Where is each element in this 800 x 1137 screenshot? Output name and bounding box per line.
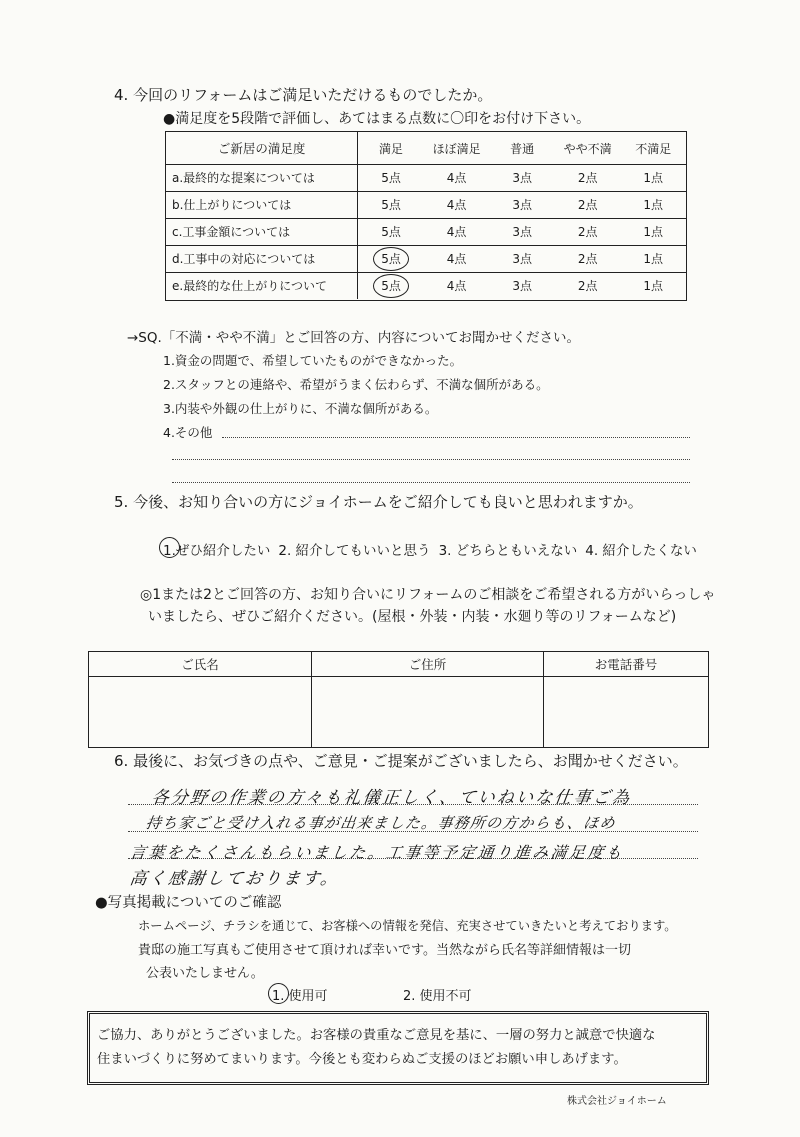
q5-note: ◎1または2とご回答の方、お知り合いにリフォームのご相談をご希望される方がいらっしゃ — [140, 587, 716, 603]
score-option[interactable]: 5点 — [381, 225, 401, 239]
score-option[interactable]: 4点 — [446, 171, 467, 185]
photo-title: ●写真掲載についてのご確認 — [95, 895, 282, 911]
score-option[interactable]: 2点 — [577, 198, 598, 212]
sq-option[interactable]: 1.資金の問題で、希望していたものができなかった。 — [163, 353, 463, 368]
photo-option-allow[interactable]: 1. 使用可 — [272, 985, 800, 1004]
column-header: ほぼ満足 — [432, 141, 481, 156]
column-header: 満足 — [379, 141, 404, 156]
sq-option[interactable]: 3.内装や外観の仕上がりに、不満な個所がある。 — [163, 401, 438, 416]
q5-options — [163, 539, 697, 559]
ref-col-name — [89, 652, 312, 747]
column-header: 普通 — [510, 141, 535, 156]
column-header: 不満足 — [635, 141, 672, 156]
table-row — [166, 164, 686, 192]
handwritten-comment[interactable]: 各分野の作業の方々も礼儀正しく、ていねいな仕事ご為 — [150, 788, 633, 808]
company-name: 株式会社ジョイホーム — [567, 1096, 667, 1107]
q5-option[interactable]: 4. 紹介したくない — [585, 543, 697, 559]
score-option[interactable]: 3点 — [512, 225, 532, 239]
closing-text: 住まいづくりに努めてまいります。今後とも変わらぬご支援のほどお願い申しあげます。 — [97, 1052, 627, 1067]
score-option[interactable]: 4点 — [446, 279, 467, 293]
row-label: a.最終的な提案については — [166, 164, 358, 191]
q5-title: 5. 今後、お知り合いの方にジョイホームをご紹介しても良いと思われますか。 — [114, 493, 643, 511]
handwritten-comment[interactable]: 持ち家ごと受け入れる事が出来ました。事務所の方からも、ほめ — [144, 814, 618, 832]
q5-note: いましたら、ぜひご紹介ください。(屋根・外装・内装・水廻り等のリフォームなど) — [148, 609, 677, 625]
q4-instruction: ●満足度を5段階で評価し、あてはまる点数に〇印をお付け下さい。 — [163, 111, 591, 127]
q4-title: 4. 今回のリフォームはご満足いただけるものでしたか。 — [114, 86, 493, 104]
score-option[interactable]: 2点 — [577, 171, 598, 185]
score-option[interactable]: 5点 — [358, 272, 424, 299]
handwritten-comment[interactable]: 高く感謝しております。 — [128, 869, 341, 889]
score-option[interactable]: 1点 — [643, 279, 664, 293]
score-option[interactable]: 2点 — [577, 252, 598, 266]
photo-text: 公表いたしません。 — [146, 966, 264, 981]
sq-other-line[interactable] — [172, 482, 690, 483]
photo-text: ホームページ、チラシを通じて、お客様への情報を発信、充実させていきたいと考えております。 — [138, 919, 677, 933]
table-row — [166, 191, 686, 219]
sq-title: →SQ.「不満・やや不満」とご回答の方、内容についてお聞かせください。 — [127, 330, 581, 346]
handwritten-comment[interactable]: 言葉をたくさんもらいました。工事等予定通り進み満足度も — [128, 843, 626, 862]
row-label: b.仕上がりについては — [166, 191, 358, 218]
score-option[interactable]: 3点 — [512, 252, 532, 266]
row-label: d.工事中の対応については — [166, 245, 358, 272]
score-option[interactable]: 3点 — [512, 279, 532, 293]
column-header: やや不満 — [563, 141, 612, 156]
sq-other-line[interactable] — [172, 459, 690, 460]
ref-col-phone — [544, 652, 708, 747]
photo-text: 貴邸の施工写真もご使用させて頂ければ幸いです。当然ながら氏名等詳細情報は一切 — [138, 943, 631, 958]
row-label: e.最終的な仕上がりについて — [166, 272, 358, 299]
score-option[interactable]: 1点 — [643, 171, 664, 185]
score-option[interactable]: 4点 — [446, 225, 467, 239]
score-option[interactable]: 1点 — [643, 225, 664, 239]
ref-phone-field[interactable] — [544, 677, 708, 747]
score-option[interactable]: 1点 — [643, 198, 664, 212]
score-option[interactable]: 4点 — [446, 198, 467, 212]
q6-title: 6. 最後に、お気づきの点や、ご意見・ご提案がございましたら、お聞かせください。 — [114, 752, 688, 770]
score-option[interactable]: 5点 — [381, 198, 401, 212]
photo-option-deny[interactable]: 2. 使用不可 — [403, 989, 472, 1004]
score-option[interactable]: 3点 — [512, 198, 532, 212]
table-row — [166, 245, 686, 273]
row-label: c.工事金額については — [166, 218, 358, 245]
score-option[interactable]: 1点 — [643, 252, 664, 266]
table-header-item: ご新居の満足度 — [166, 132, 358, 164]
sq-option[interactable]: 4.その他 — [163, 425, 213, 440]
closing-box — [87, 1011, 709, 1085]
q5-option[interactable]: 2. 紹介してもいいと思う — [278, 543, 431, 559]
ref-name-field[interactable] — [89, 677, 311, 747]
score-option[interactable]: 2点 — [577, 225, 598, 239]
closing-text: ご協力、ありがとうございました。お客様の貴重なご意見を基に、一層の努力と誠意で快適な — [97, 1028, 656, 1043]
sq-other-line[interactable] — [222, 437, 690, 438]
table-row — [166, 272, 686, 299]
ref-header: ご住所 — [312, 652, 543, 677]
sq-option[interactable]: 2.スタッフとの連絡や、希望がうまく伝わらず、不満な個所がある。 — [163, 377, 549, 392]
table-row — [166, 218, 686, 246]
ref-col-address — [312, 652, 544, 747]
score-option[interactable]: 3点 — [512, 171, 532, 185]
score-option[interactable]: 5点 — [358, 245, 424, 272]
score-option[interactable]: 2点 — [577, 279, 598, 293]
ref-header: お電話番号 — [544, 652, 708, 677]
referral-table — [88, 651, 709, 748]
q5-option[interactable]: 3. どちらともいえない — [438, 543, 578, 559]
table-header-row — [166, 132, 686, 165]
ref-address-field[interactable] — [312, 677, 543, 747]
q5-option[interactable]: 1.ぜひ紹介したい — [163, 539, 270, 559]
score-option[interactable]: 5点 — [381, 171, 401, 185]
score-option[interactable]: 4点 — [446, 252, 467, 266]
satisfaction-table — [165, 131, 687, 301]
ref-header: ご氏名 — [89, 652, 311, 677]
